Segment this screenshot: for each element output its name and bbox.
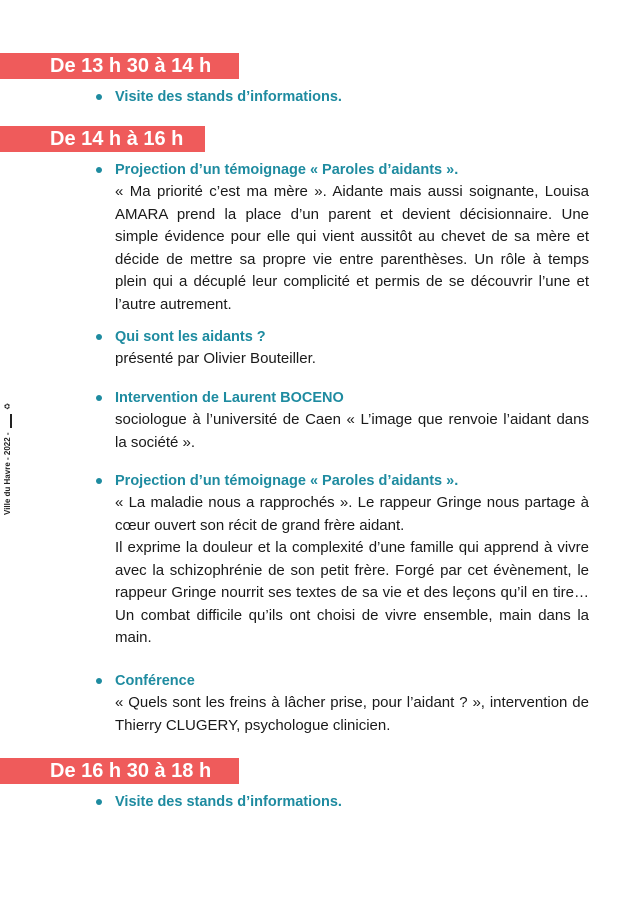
program-item <box>115 387 589 454</box>
program-item <box>115 670 589 737</box>
bullet-icon <box>96 799 102 805</box>
item-title: Qui sont les aidants ? <box>115 329 266 345</box>
time-band-2: De 14 h à 16 h <box>0 126 205 152</box>
time-band-1: De 13 h 30 à 14 h <box>0 53 239 79</box>
program-item <box>115 86 589 108</box>
item-description: « Quels sont les freins à lâcher prise, pour l’aidant ? », intervention de Thierry CLUGERY, psychologue clinicien. <box>115 694 589 734</box>
logo-icon <box>4 414 12 428</box>
credit-sidebar <box>3 403 12 515</box>
item-description: « Ma priorité c’est ma mère ». Aidante mais aussi soignante, Louisa AMARA prend la place d’un parent et devient décisionnaire. Une simple évidence pour elle qui vient aussitôt au chevet de sa mère et décide de mettre sa propre vie entre parenthèses. Un rôle à temps plein qui a décuplé leur complicité et permis de se découvrir l’une et l’autre autrement. <box>115 183 589 313</box>
bullet-icon <box>96 167 102 173</box>
item-title: Conférence <box>115 673 195 689</box>
item-description-continued: Il exprime la douleur et la complexité d’une famille qui apprend à vivre avec la schizophrénie de son petit frère. Forgé par cet évènement, le rappeur Gringe nourrit ses textes de sa vie et des leçons qu’il en tire… Un combat difficile qu’ils ont choisi de vivre ensemble, main dans la main. <box>115 539 589 646</box>
program-item <box>115 326 589 371</box>
item-description: présenté par Olivier Bouteiller. <box>115 350 316 367</box>
item-description: sociologue à l’université de Caen « L’image que renvoie l’aidant dans la société ». <box>115 411 589 451</box>
bullet-icon <box>96 94 102 100</box>
bullet-icon <box>96 678 102 684</box>
bullet-icon <box>96 478 102 484</box>
time-band-3: De 16 h 30 à 18 h <box>0 758 239 784</box>
bullet-icon <box>96 334 102 340</box>
bullet-icon <box>96 395 102 401</box>
program-item <box>115 791 589 813</box>
item-title: Projection d’un témoignage « Paroles d’aidants ». <box>115 473 459 489</box>
item-title: Intervention de Laurent BOCENO <box>115 390 344 406</box>
recycle-icon: ♻ <box>3 402 12 410</box>
program-item <box>115 470 589 650</box>
program-item <box>115 159 589 316</box>
item-title: Visite des stands d’informations. <box>115 89 342 105</box>
item-title: Projection d’un témoignage « Paroles d’aidants ». <box>115 162 459 178</box>
item-description: « La maladie nous a rapprochés ». Le rappeur Gringe nous partage à cœur ouvert son récit de grand frère aidant. <box>115 494 589 534</box>
item-title: Visite des stands d’informations. <box>115 794 342 810</box>
credit-text: Ville du Havre - 2022 - <box>3 432 12 515</box>
